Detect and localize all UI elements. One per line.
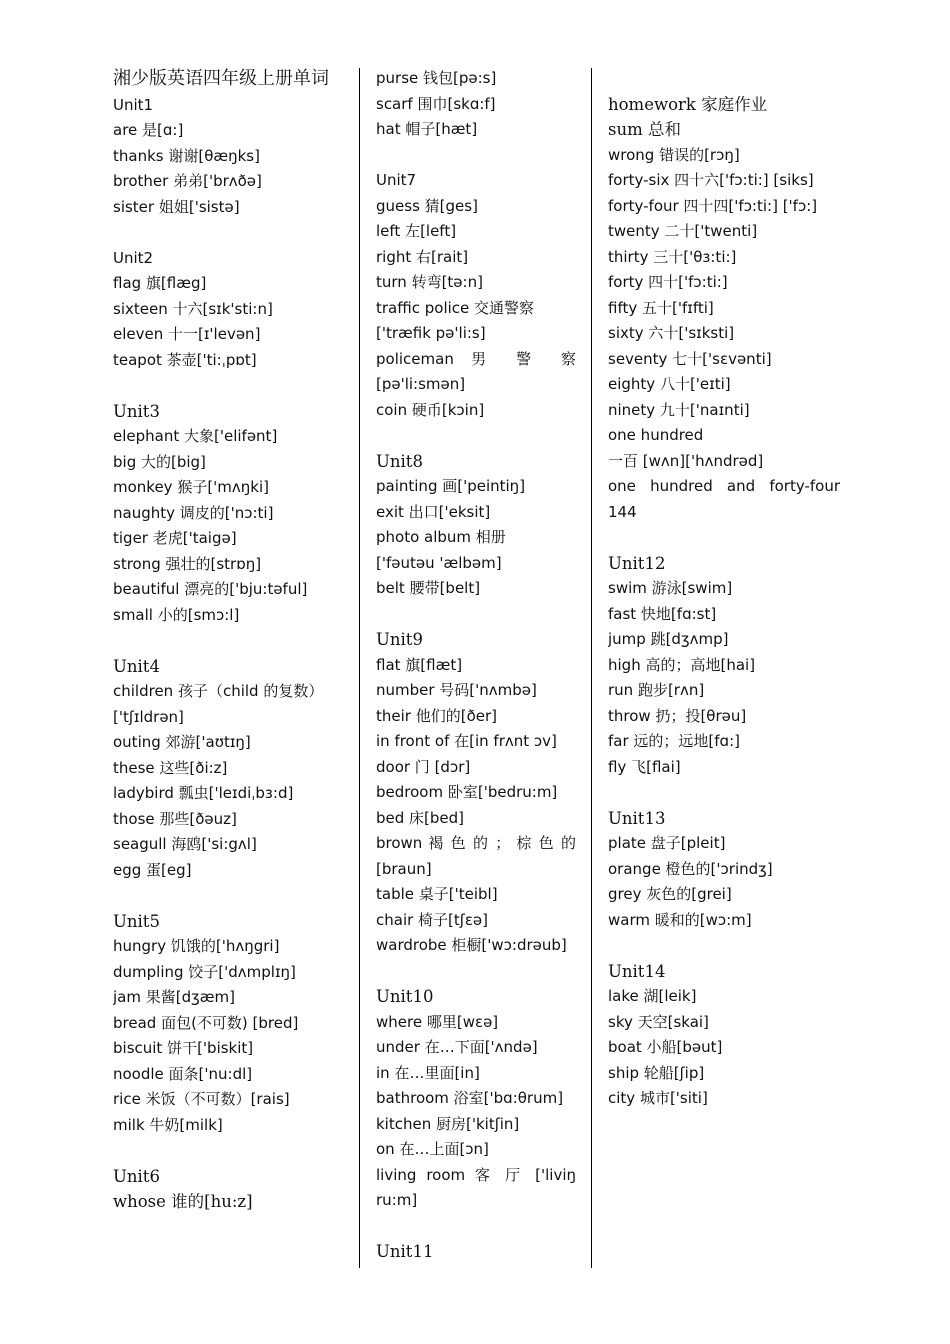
vocab-entry: dumpling 饺子['dʌmplɪŋ] (113, 962, 296, 981)
vocab-entry: painting 画['peintiŋ] (376, 477, 526, 495)
vocab-entry: policeman 男 警 察 (376, 349, 576, 368)
vocab-entry: hat 帽子[hæt] (376, 120, 478, 138)
blank-line (608, 933, 840, 959)
vocab-entry: these 这些[ði:z] (113, 758, 228, 777)
unit-heading: Unit7 (376, 171, 417, 189)
vocab-entry: forty-six 四十六['fɔ:ti:] [siks] (608, 171, 814, 189)
vocab-entry: flag 旗[flæg] (113, 274, 207, 292)
vocab-entry: big 大的[big] (113, 452, 206, 471)
vocab-entry: tiger 老虎['taigə] (113, 529, 237, 547)
vocab-entry: twenty 二十['twenti] (608, 222, 758, 240)
vocab-entry: sixteen 十六[sɪk'sti:n] (113, 299, 273, 318)
vocab-entry: bedroom 卧室['bedru:m] (376, 783, 558, 801)
vocab-entry: number 号码['nʌmbə] (376, 681, 537, 699)
vocab-entry: elephant 大象['elifənt] (113, 427, 278, 445)
vocab-entry: seagull 海鸥['si:gʌl] (113, 835, 257, 853)
unit-heading: Unit14 (608, 961, 666, 981)
vocab-entry: bathroom 浴室['bɑ:θrum] (376, 1089, 564, 1107)
vocab-entry: right 右[rait] (376, 247, 469, 266)
vocab-entry: forty-four 四十四['fɔ:ti:] ['fɔ:] (608, 196, 818, 215)
vocab-entry: seventy 七十['sɛvənti] (608, 349, 772, 368)
vocab-entry: noodle 面条['nu:dl] (113, 1064, 253, 1083)
vocab-entry: in front of 在[in frʌnt ɔv] (376, 732, 557, 750)
blank-line (608, 780, 840, 806)
unit-heading: Unit9 (376, 630, 423, 649)
vocab-entry: eighty 八十['eɪti] (608, 375, 731, 393)
blank-line (113, 373, 345, 399)
vocab-entry: children 孩子（child 的复数） (113, 682, 324, 700)
vocab-entry: lake 湖[leik] (608, 987, 697, 1005)
unit-heading: Unit2 (113, 248, 154, 267)
vocab-entry: biscuit 饼干['biskit] (113, 1039, 254, 1057)
vocab-entry: fast 快地[fɑ:st] (608, 604, 717, 623)
vocab-entry: egg 蛋[eg] (113, 860, 192, 879)
vocab-entry: warm 暖和的[wɔ:m] (608, 910, 752, 929)
vocab-entry: hungry 饥饿的['hʌŋgri] (113, 937, 280, 955)
vocab-entry: throw 扔；投[θrəu] (608, 706, 747, 725)
unit-heading: Unit3 (113, 401, 160, 421)
blank-line (376, 602, 576, 628)
vocab-entry: eleven 十一[ɪ'levən] (113, 325, 261, 343)
vocab-entry: where 哪里[wɛə] (376, 1012, 499, 1031)
vocab-entry: thanks 谢谢[θæŋks] (113, 146, 260, 165)
vocab-entry: ship 轮船[ʃip] (608, 1063, 705, 1082)
vocab-entry: table 桌子['teibl] (376, 885, 498, 903)
vocab-entry: ['tʃɪldrən] (113, 707, 184, 726)
vocab-entry: teapot 茶壶['ti:ˌpɒt] (113, 350, 257, 369)
vocab-entry: beautiful 漂亮的['bju:təful] (113, 580, 308, 598)
vocab-entry: purse 钱包[pə:s] (376, 69, 497, 87)
vocab-entry: chair 椅子[tʃɛə] (376, 910, 489, 929)
vocab-entry: milk 牛奶[milk] (113, 1115, 223, 1134)
vocab-entry: ru:m] (376, 1191, 418, 1209)
blank-line (608, 66, 840, 92)
vocab-entry: boat 小船[bəut] (608, 1038, 723, 1056)
unit-heading: Unit8 (376, 451, 423, 471)
blank-line (376, 423, 576, 449)
vocab-entry: wardrobe 柜橱['wɔ:drəub] (376, 936, 567, 954)
vocab-entry: are 是[ɑ:] (113, 121, 184, 139)
vocab-entry: far 远的；远地[fɑ:] (608, 732, 740, 750)
blank-line (113, 883, 345, 909)
vocab-entry: rice 米饭（不可数）[rais] (113, 1090, 290, 1108)
vocab-entry: their 他们的[ðer] (376, 706, 497, 725)
column-1-lines (113, 93, 345, 1215)
vocab-entry: wrong 错误的[rɔŋ] (608, 145, 740, 164)
vocab-entry: those 那些[ðəuz] (113, 809, 237, 828)
vocab-entry: brother 弟弟['brʌðə] (113, 172, 262, 190)
vocab-entry: one hundred (608, 426, 704, 444)
vocab-entry: city 城市['siti] (608, 1089, 708, 1107)
blank-line (608, 525, 840, 551)
vocab-entry: outing 郊游['aʊtɪŋ] (113, 733, 251, 751)
unit-heading: Unit13 (608, 808, 666, 828)
vocab-entry: flat 旗[flæt] (376, 655, 463, 674)
vocab-entry: grey 灰色的[grei] (608, 885, 732, 903)
vocab-entry: 144 (608, 502, 637, 521)
vocab-entry: door 门 [dɔr] (376, 757, 471, 776)
vocab-entry: under 在…下面['ʌndə] (376, 1038, 538, 1056)
vocab-entry: swim 游泳[swim] (608, 579, 733, 597)
unit-heading: Unit12 (608, 553, 666, 573)
vocab-entry: turn 转弯[tə:n] (376, 273, 483, 291)
unit-heading: Unit11 (376, 1242, 434, 1261)
blank-line (376, 1214, 576, 1240)
vocab-entry: plate 盘子[pleit] (608, 834, 726, 852)
vocab-entry: forty 四十['fɔ:ti:] (608, 273, 728, 291)
vocab-entry: ['fəutəu 'ælbəm] (376, 553, 502, 572)
blank-line (376, 143, 576, 169)
column-1 (113, 66, 345, 1215)
blank-line (113, 220, 345, 246)
unit-heading: Unit4 (113, 656, 160, 676)
unit-heading: Unit6 (113, 1166, 160, 1186)
vocab-entry: sister 姐姐['sistə] (113, 197, 240, 216)
vocab-entry: jump 跳[dʒʌmp] (608, 630, 729, 648)
vocab-entry: homework 家庭作业 (608, 94, 768, 114)
vocab-entry: one hundred and forty-four (608, 477, 840, 495)
vocab-entry: [braun] (376, 859, 432, 878)
vocab-entry: coin 硬币[kɔin] (376, 400, 485, 419)
vocab-entry: [pə'li:smən] (376, 375, 466, 393)
unit-heading: Unit1 (113, 95, 154, 114)
vocab-entry: ninety 九十['naɪnti] (608, 400, 750, 419)
vocab-entry: on 在…上面[ɔn] (376, 1140, 489, 1158)
vocab-entry: traffic police 交通警察 (376, 298, 535, 317)
blank-line (376, 959, 576, 985)
vocab-entry: naughty 调皮的['nɔ:ti] (113, 503, 274, 522)
vocab-entry: belt 腰带[belt] (376, 579, 481, 597)
vocab-entry: photo album 相册 (376, 528, 506, 546)
vocab-entry: sky 天空[skai] (608, 1012, 709, 1031)
vocab-entry: scarf 围巾[skɑ:f] (376, 94, 496, 113)
vocab-entry: ['træfik pə'li:s] (376, 324, 486, 342)
column-3 (608, 66, 840, 1112)
vocab-entry: in 在…里面[in] (376, 1063, 480, 1082)
vocab-entry: orange 橙色的['ɔrindʒ] (608, 859, 773, 878)
vocab-entry: fifty 五十['fɪfti] (608, 298, 714, 317)
vocab-entry: sum 总和 (608, 120, 681, 139)
page-title: 湘少版英语四年级上册单词 (113, 68, 329, 89)
vocab-entry: left 左[left] (376, 222, 457, 240)
vocab-entry: bread 面包(不可数) [bred] (113, 1013, 299, 1032)
unit-heading: Unit10 (376, 987, 434, 1006)
vocab-entry: run 跑步[rʌn] (608, 681, 705, 699)
column-divider (359, 68, 360, 1268)
vocab-entry: sixty 六十['sɪksti] (608, 324, 735, 342)
vocab-entry: ladybird 瓢虫['leɪdiˌbɜ:d] (113, 784, 294, 802)
vocab-entry: brown 褐 色 的 ； 棕 色 的 (376, 834, 576, 852)
vocab-entry: exit 出口['eksit] (376, 502, 491, 521)
unit-heading: Unit5 (113, 911, 160, 931)
vocab-entry: whose 谁的[hu:z] (113, 1192, 253, 1211)
blank-line (113, 1138, 345, 1164)
column-divider (591, 68, 592, 1268)
vocab-entry: 一百 [wʌn]['hʌndrəd] (608, 451, 764, 470)
vocab-entry: fly 飞[flai] (608, 757, 681, 776)
vocab-entry: small 小的[smɔ:l] (113, 605, 240, 624)
blank-line (113, 628, 345, 654)
vocab-entry: kitchen 厨房['kitʃin] (376, 1114, 520, 1133)
vocab-entry: strong 强壮的[strɒŋ] (113, 554, 262, 573)
vocab-entry: high 高的；高地[hai] (608, 655, 756, 674)
vocab-entry: monkey 猴子['mʌŋki] (113, 478, 269, 496)
vocab-entry: jam 果酱[dʒæm] (113, 988, 235, 1006)
vocab-entry: guess 猜[ges] (376, 196, 478, 215)
column-2 (376, 66, 576, 1265)
vocab-entry: bed 床[bed] (376, 808, 465, 827)
vocab-entry: thirty 三十['θɜ:ti:] (608, 247, 737, 266)
vocab-entry: living room 客 厅 ['liviŋ (376, 1165, 576, 1184)
